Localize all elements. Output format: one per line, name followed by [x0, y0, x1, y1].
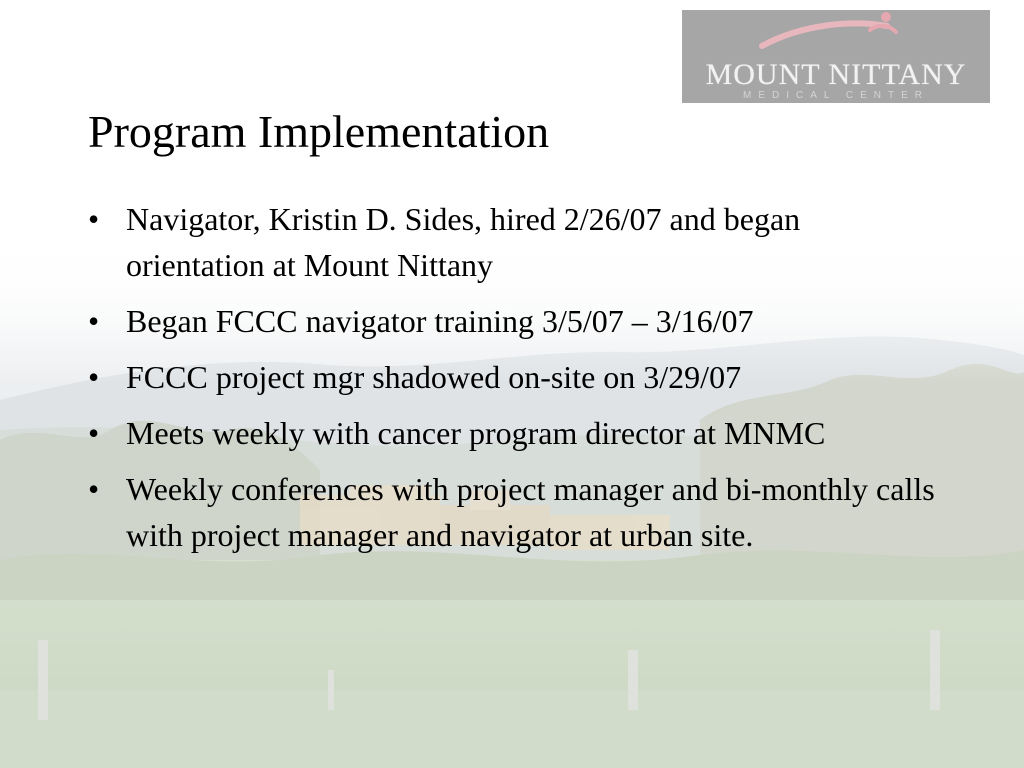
- bullet-item: [88, 298, 938, 344]
- bullet-item: [88, 466, 938, 558]
- logo-figure-head-icon: [881, 12, 891, 22]
- bullet-marker: •: [88, 471, 100, 507]
- bullet-marker: •: [88, 415, 100, 451]
- logo-name: MOUNT NITTANY: [705, 58, 967, 91]
- bullet-item: [88, 410, 938, 456]
- bullet-text: Meets weekly with cancer program director at MNMC: [126, 415, 826, 451]
- bullet-marker: •: [88, 359, 100, 395]
- bullet-text: Navigator, Kristin D. Sides, hired 2/26/07 and began orientation at Mount Nittany: [126, 201, 801, 283]
- logo-subtitle: MEDICAL CENTER: [743, 90, 929, 101]
- bullet-list: [88, 196, 938, 568]
- bullet-text: Weekly conferences with project manager and bi-monthly calls with project manager and navigator at urban site.: [126, 471, 935, 553]
- bullet-marker: •: [88, 303, 100, 339]
- bullet-text: FCCC project mgr shadowed on-site on 3/29/07: [126, 359, 742, 395]
- slide-title: Program Implementation: [88, 106, 550, 157]
- bullet-item: [88, 196, 938, 288]
- bullet-marker: •: [88, 201, 100, 237]
- bullet-text: Began FCCC navigator training 3/5/07 – 3/16/07: [126, 303, 754, 339]
- bullet-item: [88, 354, 938, 400]
- mount-nittany-logo: [682, 10, 990, 103]
